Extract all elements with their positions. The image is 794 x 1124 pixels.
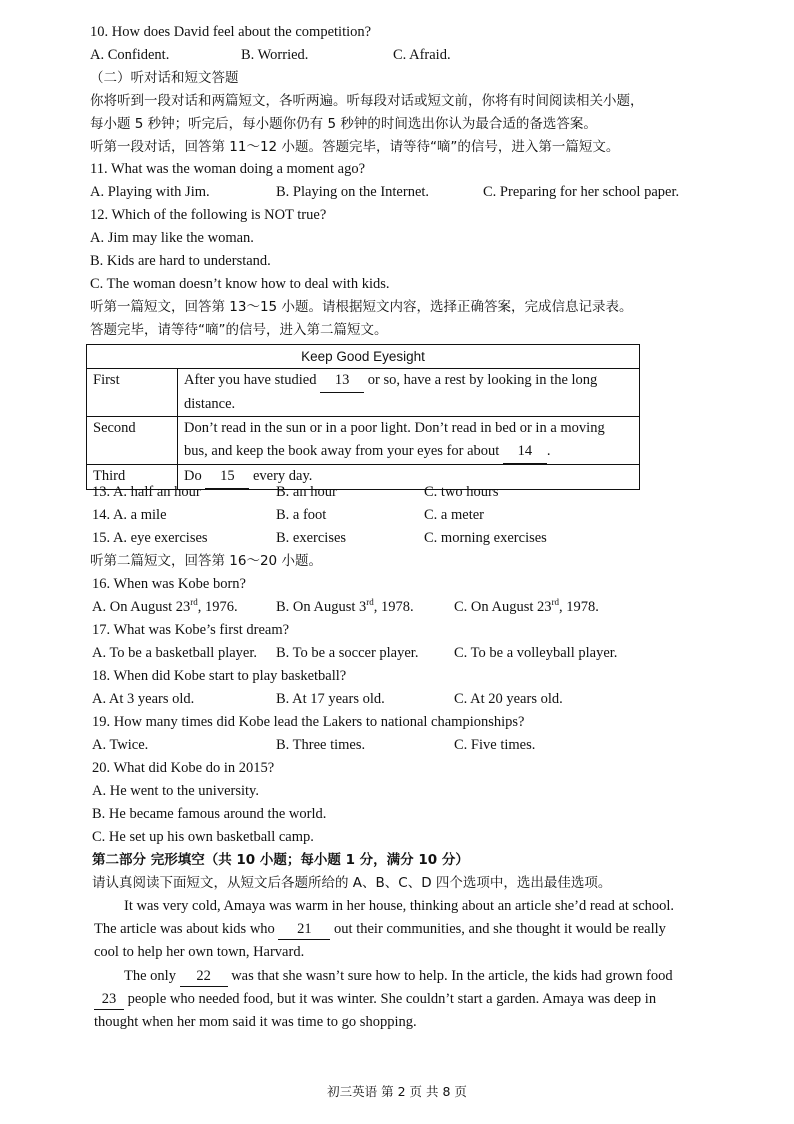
q16-option-c: C. On August 23rd, 1978.: [454, 597, 599, 615]
q11-option-c: C. Preparing for her school paper.: [483, 184, 680, 200]
q17-option-b: B. To be a soccer player.: [276, 645, 419, 661]
q14-option-a: 14. A. a mile: [92, 507, 167, 523]
table-title: Keep Good Eyesight: [87, 345, 640, 369]
q10-option-b: B. Worried.: [241, 47, 309, 63]
row-content: [178, 369, 640, 417]
table-row-first: [87, 369, 640, 417]
part2-instruction: 请认真阅读下面短文，从短文后各题所给的 A、B、C、D 四个选项中，选出最佳选项。: [92, 875, 612, 891]
row-text: Do: [184, 468, 202, 484]
q16-option-b: B. On August 3rd, 1978.: [276, 597, 414, 615]
section2-heading: （二）听对话和短文答题: [90, 70, 239, 86]
row-text: or so, have a rest by looking in the long: [367, 372, 598, 388]
q16-option-a: A. On August 23rd, 1976.: [92, 597, 238, 615]
row-text: distance.: [184, 396, 236, 412]
q17-option-c: C. To be a volleyball player.: [454, 645, 618, 661]
q10-option-a: A. Confident.: [90, 47, 170, 63]
q17-option-a: A. To be a basketball player.: [92, 645, 258, 661]
q19-stem: 19. How many times did Kobe lead the Lakers to national championships?: [92, 714, 525, 730]
q20-option-b: B. He became famous around the world.: [92, 806, 327, 822]
passage2-instruction: 听第二篇短文，回答第 16～20 小题。: [90, 553, 322, 569]
q12-option-a: A. Jim may like the woman.: [90, 230, 254, 246]
q12-option-c: C. The woman doesn’t know how to deal with kids.: [90, 276, 390, 292]
q19-option-b: B. Three times.: [276, 737, 366, 753]
q11-option-b: B. Playing on the Internet.: [276, 184, 430, 200]
row-content: [178, 417, 640, 465]
row-label: First: [87, 369, 178, 417]
row-text: After you have studied: [184, 372, 317, 388]
q18-option-a: A. At 3 years old.: [92, 691, 195, 707]
q19-option-a: A. Twice.: [92, 737, 149, 753]
section2-instruction-3: 听第一段对话，回答第 11～12 小题。答题完毕，请等待“嘀”的信号，进入第一篇短文。: [90, 139, 620, 155]
cloze-line: cool to help her own town, Harvard.: [94, 944, 305, 960]
answer-blank-23: 23: [94, 989, 124, 1010]
q13-option-a: 13. A. half an hour: [92, 484, 201, 500]
answer-blank-22: 22: [180, 966, 228, 987]
passage1-instruction-2: 答题完毕，请等待“嘀”的信号，进入第二篇短文。: [90, 322, 388, 338]
table-row-second: [87, 417, 640, 465]
q17-stem: 17. What was Kobe’s first dream?: [92, 622, 290, 638]
q12-option-b: B. Kids are hard to understand.: [90, 253, 271, 269]
q14-option-c: C. a meter: [424, 507, 484, 523]
q18-option-b: B. At 17 years old.: [276, 691, 385, 707]
row-text: .: [546, 443, 551, 459]
section2-instruction-2: 每小题 5 秒钟；听完后，每小题你仍有 5 秒钟的时间选出你认为最合适的备选答案。: [90, 116, 597, 132]
cloze-line: 23 people who needed food, but it was winter. She couldn’t start a garden. Amaya was deep in: [94, 989, 656, 1010]
q10-option-c: C. Afraid.: [393, 47, 451, 63]
row-text: Don’t read in the sun or in a poor light. Don’t read in bed or in a moving: [184, 420, 605, 436]
q15-option-a: 15. A. eye exercises: [92, 530, 208, 546]
answer-blank-14: 14: [503, 440, 547, 464]
cloze-line: The article was about kids who 21 out their communities, and she thought it would be really: [94, 919, 666, 940]
q15-option-b: B. exercises: [276, 530, 347, 546]
cloze-line: It was very cold, Amaya was warm in her house, thinking about an article she’d read at school.: [124, 898, 675, 914]
q12-stem: 12. Which of the following is NOT true?: [90, 207, 327, 223]
cloze-line: thought when her mom said it was time to go shopping.: [94, 1014, 417, 1030]
eyesight-info-table: [86, 344, 640, 490]
cloze-line: The only 22 was that she wasn’t sure how to help. In the article, the kids had grown food: [124, 966, 673, 987]
passage1-instruction-1: 听第一篇短文，回答第 13～15 小题。请根据短文内容，选择正确答案，完成信息记录表。: [90, 299, 633, 315]
q20-option-c: C. He set up his own basketball camp.: [92, 829, 314, 845]
row-label: Third: [87, 465, 178, 490]
q13-option-c: C. two hours: [424, 484, 499, 500]
q20-option-a: A. He went to the university.: [92, 783, 259, 799]
q10-stem: 10. How does David feel about the competition?: [90, 24, 372, 40]
answer-blank-13: 13: [320, 369, 364, 393]
q11-stem: 11. What was the woman doing a moment ago?: [90, 161, 366, 177]
part2-heading: 第二部分 完形填空（共 10 小题；每小题 1 分，满分 10 分）: [92, 852, 469, 868]
q14-option-b: B. a foot: [276, 507, 327, 523]
row-text: bus, and keep the book away from your eyes for about: [184, 443, 500, 459]
q15-option-c: C. morning exercises: [424, 530, 547, 546]
q18-option-c: C. At 20 years old.: [454, 691, 563, 707]
q19-option-c: C. Five times.: [454, 737, 536, 753]
q13-option-b: B. an hour: [276, 484, 337, 500]
row-text: every day.: [252, 468, 313, 484]
section2-instruction-1: 你将听到一段对话和两篇短文，各听两遍。听每段对话或短文前，你将有时间阅读相关小题，: [90, 93, 644, 109]
row-label: Second: [87, 417, 178, 465]
q11-option-a: A. Playing with Jim.: [90, 184, 210, 200]
q18-stem: 18. When did Kobe start to play basketball?: [92, 668, 347, 684]
answer-blank-15: 15: [205, 465, 249, 489]
page-footer: 初三英语 第 2 页 共 8 页: [327, 1084, 467, 1099]
answer-blank-21: 21: [278, 919, 330, 940]
q16-stem: 16. When was Kobe born?: [92, 576, 246, 592]
row-content: [178, 465, 640, 490]
q20-stem: 20. What did Kobe do in 2015?: [92, 760, 275, 776]
